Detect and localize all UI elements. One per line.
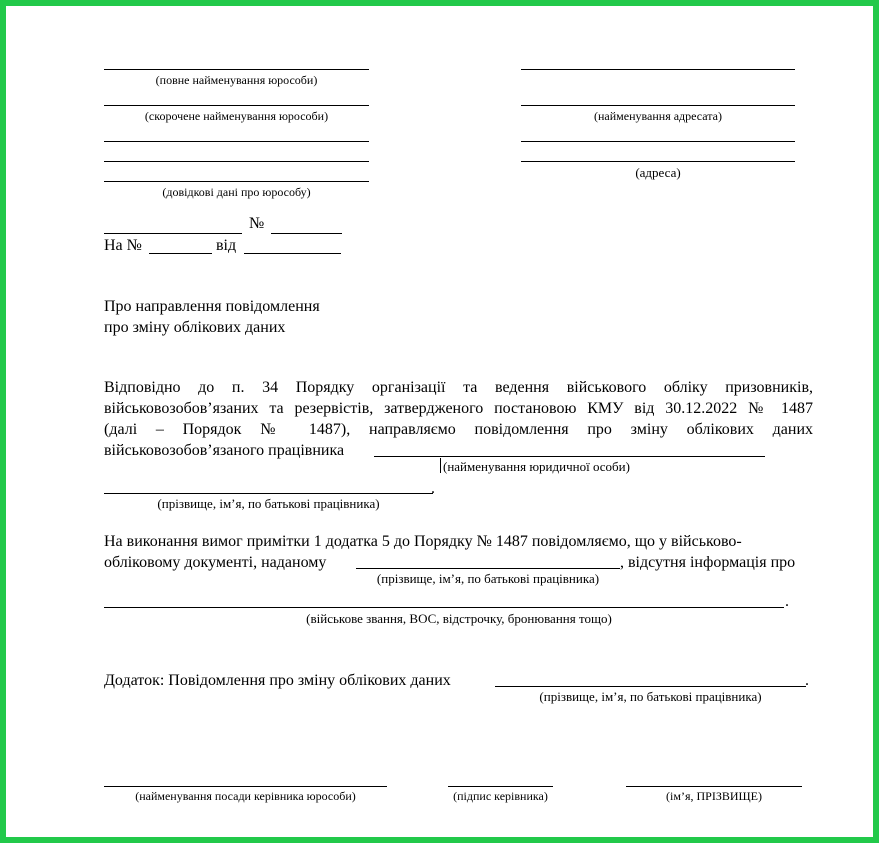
legal-entity-line bbox=[374, 456, 765, 457]
reference-line-1 bbox=[104, 141, 369, 142]
subject-line-1: Про направлення повідомлення bbox=[104, 298, 320, 315]
subject-line-2: про зміну облікових даних bbox=[104, 319, 286, 336]
signature-line bbox=[448, 786, 553, 787]
paragraph1-line-3: (далі – Порядок № 1487), направляємо повідомлення про зміну облікових даних bbox=[104, 421, 813, 438]
military-caption: (військове звання, ВОС, відстрочку, бронювання тощо) bbox=[306, 611, 612, 626]
reference-caption: (довідкові дані про юрособу) bbox=[162, 185, 311, 199]
employee-caption-1: (прізвище, ім’я, по батькові працівника) bbox=[157, 496, 380, 511]
reference-line-3 bbox=[104, 181, 369, 182]
attachment-period: . bbox=[805, 672, 809, 689]
reply-date-line bbox=[244, 253, 341, 254]
military-info-line bbox=[104, 607, 784, 608]
position-line bbox=[104, 786, 387, 787]
employee-line-1 bbox=[104, 493, 433, 494]
paragraph1-line-2: військовозобов’язаних та резервістів, затвердженого постановою КМУ від 30.12.2022 № 1487 bbox=[104, 400, 813, 417]
reply-number-line bbox=[149, 253, 212, 254]
reference-line-2 bbox=[104, 161, 369, 162]
legal-entity-caption: (найменування юридичної особи) bbox=[443, 459, 630, 474]
name-line bbox=[626, 786, 802, 787]
cursor-mark bbox=[440, 458, 441, 473]
addressee-line-1 bbox=[521, 69, 795, 70]
addressee-line-2 bbox=[521, 105, 795, 106]
number-sign: № bbox=[249, 215, 265, 232]
name-caption: (ім’я, ПРІЗВИЩЕ) bbox=[666, 789, 762, 803]
signature-caption: (підпис керівника) bbox=[453, 789, 548, 803]
from-word: від bbox=[216, 237, 237, 254]
employee-line-1-period: . bbox=[431, 480, 435, 497]
full-name-caption: (повне найменування юрособи) bbox=[155, 73, 318, 87]
paragraph1-line-1: Відповідно до п. 34 Порядку організації та ведення військового обліку призовників, bbox=[104, 379, 813, 396]
position-caption: (найменування посади керівника юрособи) bbox=[135, 789, 356, 803]
full-name-line bbox=[104, 69, 369, 70]
paragraph2-line-2-start: обліковому документі, наданому bbox=[104, 554, 327, 571]
address-line-2 bbox=[521, 161, 795, 162]
address-line-1 bbox=[521, 141, 795, 142]
paragraph2-line-2-end: , відсутня інформація про bbox=[620, 554, 796, 571]
military-info-period: . bbox=[785, 593, 789, 610]
registration-number-line bbox=[271, 233, 342, 234]
attachment-label: Додаток: Повідомлення про зміну облікових даних bbox=[104, 672, 451, 689]
paragraph1-line-4: військовозобов’язаного працівника bbox=[104, 442, 345, 459]
short-name-caption: (скорочене найменування юрособи) bbox=[144, 109, 329, 123]
reply-prefix: На № bbox=[104, 237, 142, 254]
attachment-employee-line bbox=[495, 686, 806, 687]
addressee-caption: (найменування адресата) bbox=[594, 109, 722, 123]
paragraph2-line-1: На виконання вимог примітки 1 додатка 5 до Порядку № 1487 повідомляємо, що у військово- bbox=[104, 533, 742, 550]
short-name-line bbox=[104, 105, 369, 106]
employee-line-2 bbox=[356, 568, 620, 569]
address-caption: (адреса) bbox=[635, 165, 681, 180]
registration-date-line bbox=[104, 233, 242, 234]
attachment-employee-caption: (прізвище, ім’я, по батькові працівника) bbox=[539, 689, 762, 704]
employee-caption-2: (прізвище, ім’я, по батькові працівника) bbox=[376, 571, 600, 586]
